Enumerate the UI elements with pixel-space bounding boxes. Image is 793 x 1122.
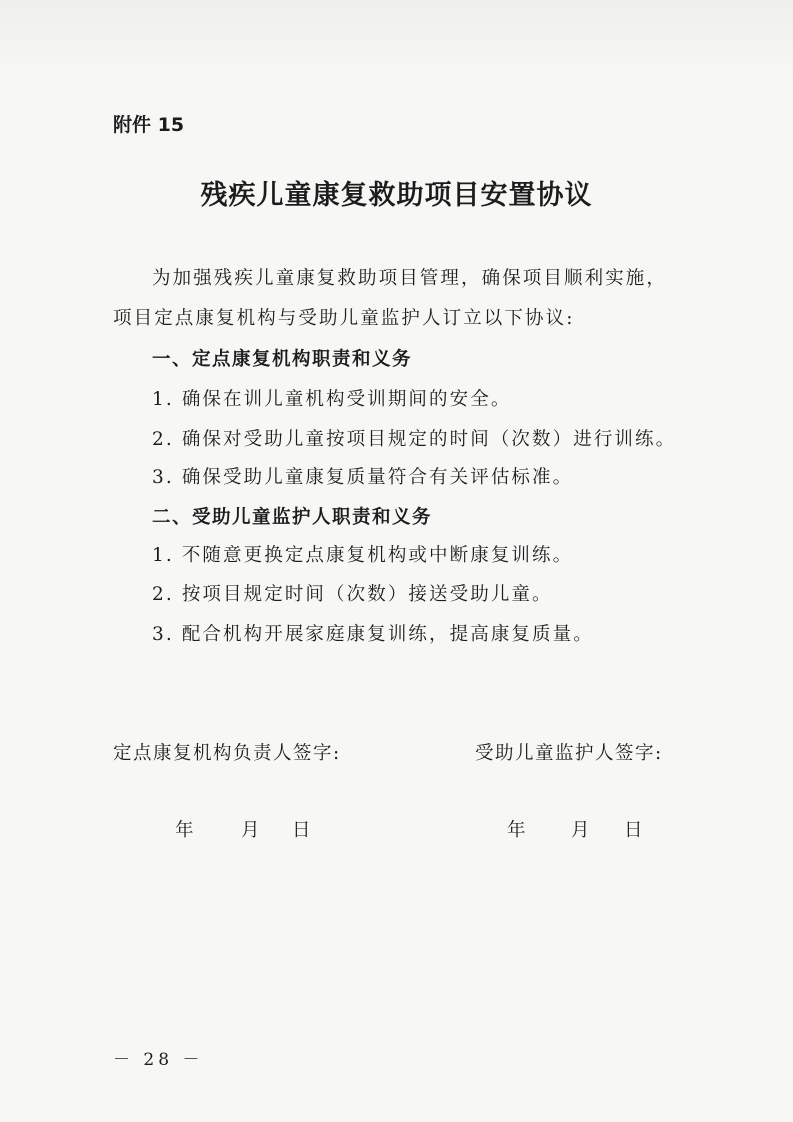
section-heading-1: 一、定点康复机构职责和义务 xyxy=(152,349,413,370)
page-top-shade xyxy=(0,0,793,82)
guardian-signature-label: 受助儿童监护人签字: xyxy=(475,743,663,764)
date-month: 月 xyxy=(241,820,260,841)
intro-line-2: 项目定点康复机构与受助儿童监护人订立以下协议: xyxy=(113,308,575,329)
section-heading-2: 二、受助儿童监护人职责和义务 xyxy=(152,507,433,528)
section-2-item-1: 1. 不随意更换定点康复机构或中断康复训练。 xyxy=(152,545,574,566)
institution-date-line xyxy=(0,816,793,842)
attachment-label: 附件 15 xyxy=(113,114,185,136)
date-day: 日 xyxy=(624,820,643,841)
section-1-item-2: 2. 确保对受助儿童按项目规定的时间（次数）进行训练。 xyxy=(152,429,677,450)
section-1-item-1: 1. 确保在训儿童机构受训期间的安全。 xyxy=(152,389,512,410)
date-day: 日 xyxy=(292,820,311,841)
page-number: － 28 － xyxy=(113,1050,204,1070)
document-title: 残疾儿童康复救助项目安置协议 xyxy=(200,180,593,211)
section-2-item-3: 3. 配合机构开展家庭康复训练，提高康复质量。 xyxy=(152,624,594,645)
date-year: 年 xyxy=(175,820,194,841)
date-year: 年 xyxy=(507,820,526,841)
date-month: 月 xyxy=(571,820,590,841)
intro-line-1: 为加强残疾儿童康复救助项目管理，确保项目顺利实施， xyxy=(152,268,668,289)
section-1-item-3: 3. 确保受助儿童康复质量符合有关评估标准。 xyxy=(152,467,574,488)
institution-signature-label: 定点康复机构负责人签字: xyxy=(113,743,341,764)
section-2-item-2: 2. 按项目规定时间（次数）接送受助儿童。 xyxy=(152,584,553,605)
